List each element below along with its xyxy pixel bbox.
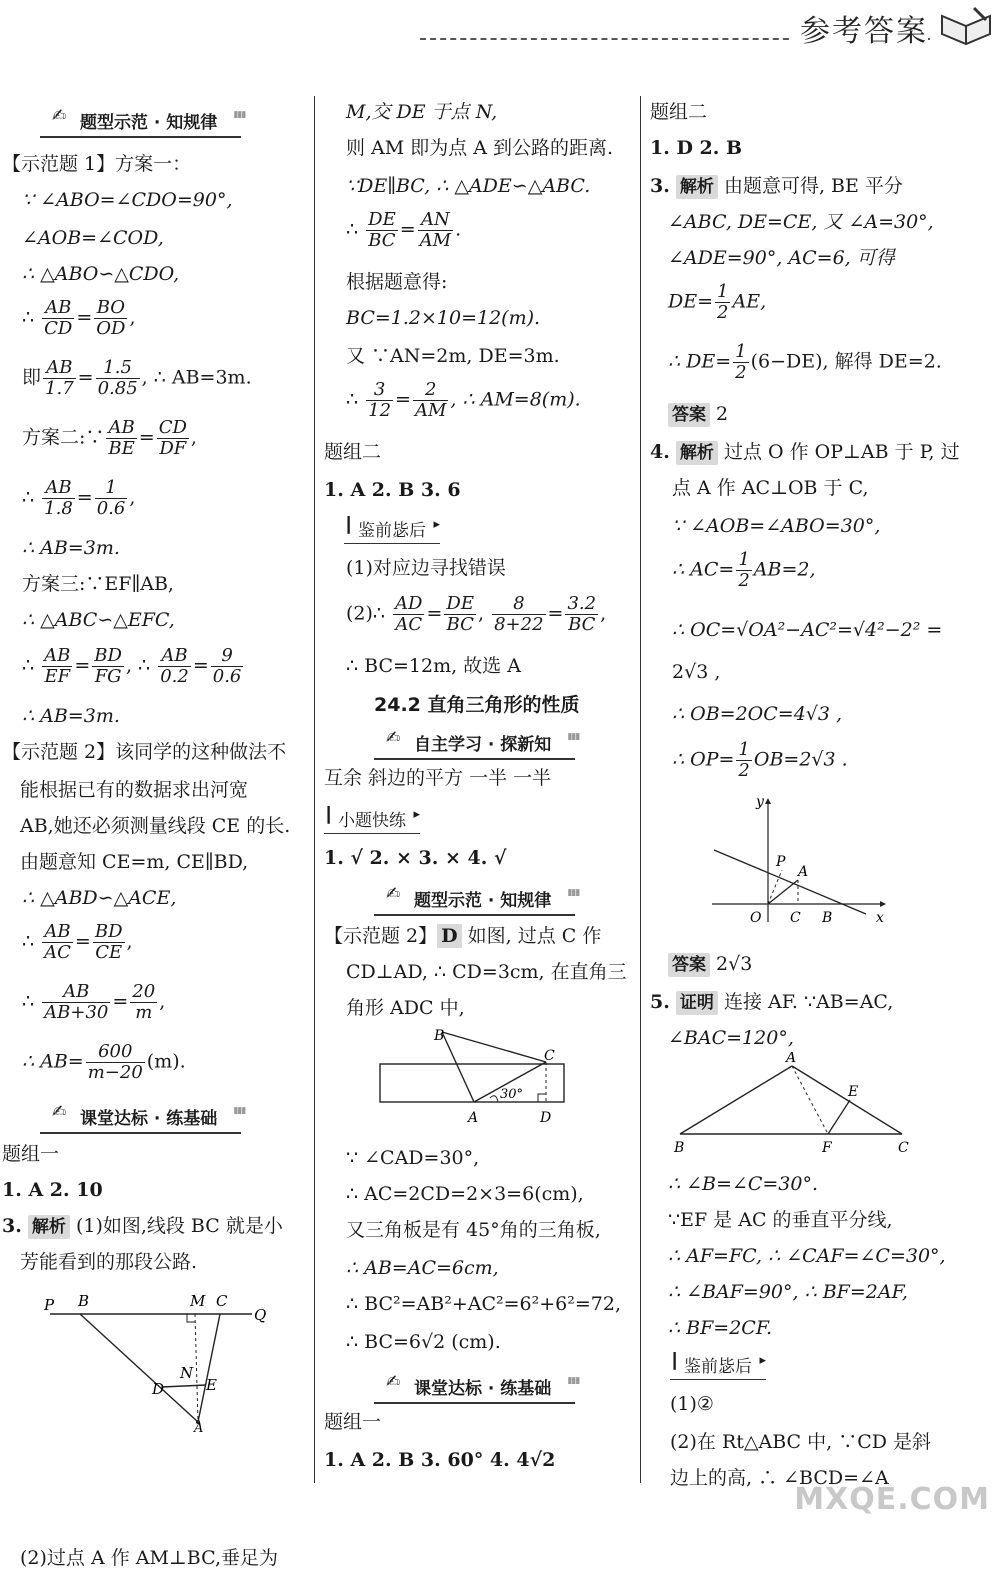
analysis-tag: 解析: [28, 1215, 70, 1239]
formula-line: ∴ $\frac{AB}{AB+30}$ = $\frac{20}{m}$ ,: [22, 981, 166, 1023]
fraction: $\frac{DE}{BC}$: [446, 593, 474, 635]
triangle-diagram: [670, 1052, 930, 1156]
text-line: 边上的高, ∴ ∠BCD=∠A: [670, 1467, 889, 1489]
formula-line: ∴ DE= $\frac{1}{2}$ (6−DE), 解得 DE=2.: [668, 341, 942, 383]
formula-line: ∴ $\frac{AB}{AC}$ = $\frac{BD}{CE}$ ,: [22, 921, 133, 963]
text-line: ∴ ∠BAF=90°, ∴ BF=2AF,: [668, 1281, 908, 1303]
text-line: ∴ △ABO∽△CDO,: [22, 263, 180, 285]
svg-text:A: A: [798, 864, 809, 880]
svg-text:B: B: [674, 1140, 685, 1156]
fraction: $\frac{AD}{AC}$: [395, 593, 423, 635]
text-line: (1)②: [670, 1393, 714, 1415]
fraction: $\frac{2}{AM}$: [414, 379, 447, 421]
text-line: ∴ AB=AC=6cm,: [346, 1257, 499, 1279]
svg-text:x: x: [876, 910, 884, 926]
fraction: $\frac{AB}{EF}$: [44, 645, 71, 687]
text-line: 又三角板是有 45°角的三角板,: [346, 1219, 601, 1241]
fraction: $\frac{1.5}{0.85}$: [97, 357, 138, 399]
text-line: ∴ AC=2CD=2×3=6(cm),: [346, 1183, 584, 1205]
text-line: ∵DE∥BC, ∴ △ADE∽△ABC.: [346, 175, 591, 197]
fraction: $\frac{AB}{1.8}$: [44, 477, 73, 519]
text-line: 方案三:∵EF∥AB,: [22, 573, 174, 595]
fraction: $\frac{1}{0.6}$: [96, 477, 126, 519]
proof-tag: 证明: [676, 991, 718, 1015]
fraction: $\frac{AB}{0.2}$: [160, 645, 189, 687]
page-header: [0, 0, 1000, 60]
text-line: (1)对应边寻找错误: [346, 557, 506, 579]
text-line: ∴ AF=FC, ∴ ∠CAF=∠C=30°,: [668, 1245, 946, 1267]
svg-text:A: A: [468, 1110, 479, 1126]
text-line: (2)在 Rt△ABC 中, ∵CD 是斜: [670, 1431, 932, 1453]
svg-text:P: P: [776, 854, 786, 870]
road-diagram: [40, 1292, 270, 1432]
column-divider: [640, 96, 641, 1483]
answer-line: 1. D 2. B: [650, 137, 743, 159]
fraction: $\frac{AB}{AC}$: [44, 921, 71, 963]
column-divider: [314, 96, 315, 1483]
text-line: 【示范题 2】该同学的这种做法不: [2, 741, 287, 763]
text-line: 【示范题 1】方案一：: [2, 153, 192, 175]
text-line: 题组一: [324, 1411, 382, 1433]
formula-line: DE= $\frac{1}{2}$ AE,: [668, 281, 767, 323]
text-line: ∠BAC=120°,: [668, 1027, 794, 1049]
answer-line: 1. A 2. B 3. 6: [324, 479, 461, 501]
text-line: CD⊥AD, ∴ CD=3cm, 在直角三: [346, 961, 627, 983]
answer-tag: 答案: [668, 403, 710, 427]
formula-line: ∴ $\frac{AB}{CD}$ = $\frac{BO}{OD}$ ,: [22, 297, 136, 339]
formula-line: ∴ $\frac{3}{12}$ = $\frac{2}{AM}$ , ∴ AM=8(m).: [346, 379, 581, 421]
header-title: 参考答案: [790, 6, 928, 50]
text-line: ∠AOB=∠COD,: [22, 227, 164, 249]
text-line: ∴ △ABC∽△EFC,: [22, 609, 175, 631]
answer-tag: 答案: [668, 953, 710, 977]
fraction: $\frac{600}{m-20}$: [87, 1041, 143, 1083]
text-line: ∴ AB=3m.: [22, 537, 120, 559]
analysis-tag: 解析: [676, 441, 718, 465]
text-line: 根据题意得:: [346, 271, 448, 293]
subsection-heading: ┃ 鉴前毖后 ▸: [670, 1352, 766, 1380]
answer-line: 1. √ 2. × 3. × 4. √: [324, 847, 507, 869]
fraction: $\frac{AN}{AM}$: [419, 209, 452, 251]
svg-text:C: C: [216, 1292, 228, 1310]
svg-text:P: P: [44, 1296, 55, 1314]
formula-line: ∴ AC= $\frac{1}{2}$ AB=2,: [672, 549, 816, 591]
coordinate-diagram: [708, 796, 888, 926]
svg-text:C: C: [790, 910, 801, 926]
fraction: $\frac{1}{2}$: [735, 341, 747, 383]
formula-line: ∴ $\frac{AB}{EF}$ = $\frac{BD}{FG}$ , ∴ $\frac{AB}{0.2}$ = $\frac{9}{0.6}$: [22, 645, 242, 687]
text-line: 点 A 作 AC⊥OB 于 C,: [672, 477, 869, 499]
text-line: AB,她还必须测量线段 CE 的长.: [20, 815, 291, 837]
text-line: ∴ OB=2OC=4√3 ,: [672, 703, 843, 725]
fraction: $\frac{9}{0.6}$: [212, 645, 242, 687]
text-line: ∴ BC=6√2 (cm).: [346, 1331, 501, 1353]
text-line: 能根据已有的数据求出河宽: [20, 779, 249, 801]
analysis-tag: 解析: [676, 175, 718, 199]
subsection-heading: ┃ 小题快练 ▸: [324, 806, 420, 834]
triangle-ruler-diagram: [372, 1026, 572, 1130]
fraction: $\frac{20}{m}$: [132, 981, 156, 1023]
svg-text:Q: Q: [254, 1306, 267, 1324]
svg-text:B: B: [822, 910, 833, 926]
fraction: $\frac{AB}{BE}$: [108, 417, 135, 459]
svg-text:O: O: [750, 910, 762, 926]
fraction: $\frac{8}{8+22}$: [494, 593, 544, 635]
formula-line: 方案二:∵ $\frac{AB}{BE}$ = $\frac{CD}{DF}$ ,: [22, 417, 197, 459]
svg-text:D: D: [152, 1380, 165, 1398]
text-line: ∴ OC=√OA²−AC²=√4²−2² =: [672, 619, 943, 641]
fraction: $\frac{AB}{CD}$: [44, 297, 73, 339]
text-line: 【示范题 2】 D 如图, 过点 C 作: [324, 925, 602, 947]
svg-text:B: B: [78, 1292, 90, 1310]
text-line: 题组二: [324, 441, 382, 463]
text-line: 芳能看到的那段公路.: [20, 1251, 198, 1273]
text-line: ∵ ∠AOB=∠ABO=30°,: [672, 515, 881, 537]
fraction: $\frac{CD}{DF}$: [158, 417, 187, 459]
text-line: ∴ BC=12m, 故选 A: [346, 655, 521, 677]
text-line: ∵ ∠ABO=∠CDO=90°,: [22, 189, 233, 211]
text-line: (2)过点 A 作 AM⊥BC,垂足为: [20, 1547, 279, 1569]
formula-line: (2)∴ $\frac{AD}{AC}$ = $\frac{DE}{BC}$ , $\frac{8}{8+22}$ = $\frac{3.2}{BC}$ ,: [346, 593, 607, 635]
text-line: 题组一: [2, 1143, 60, 1165]
svg-text:A: A: [194, 1421, 204, 1432]
svg-text:y: y: [756, 796, 764, 810]
formula-line: ∴ OP= $\frac{1}{2}$ OB=2√3 .: [672, 739, 848, 781]
text-line: 3. 解析 (1)如图,线段 BC 就是小: [2, 1215, 283, 1237]
section-heading: ✍ 课堂达标 · 练基础 ▮▮▮: [374, 1372, 575, 1404]
text-line: ∴ BC²=AB²+AC²=6²+6²=72,: [346, 1293, 621, 1315]
text-line: ∵EF 是 AC 的垂直平分线,: [668, 1209, 893, 1231]
svg-text:C: C: [898, 1140, 909, 1156]
text-line: ∠ADE=90°, AC=6, 可得: [668, 247, 895, 269]
section-heading: ✍ 课堂达标 · 练基础 ▮▮▮: [40, 1102, 241, 1134]
text-line: ∠ABC, DE=CE, 又 ∠A=30°,: [668, 211, 934, 233]
text-line: 4. 解析 过点 O 作 OP⊥AB 于 P, 过: [650, 441, 960, 463]
watermark: MXQE.COM: [794, 1482, 990, 1517]
fraction: $\frac{BO}{OD}$: [96, 297, 126, 339]
text-line: 2√3 ,: [672, 661, 721, 683]
section-heading: ✍ 题型示范 · 知规律 ▮▮▮: [40, 106, 241, 138]
svg-text:D: D: [540, 1110, 552, 1126]
svg-text:C: C: [544, 1048, 555, 1064]
subsection-heading: ┃ 鉴前毖后 ▸: [344, 516, 440, 544]
svg-text:B: B: [434, 1028, 445, 1044]
book-icon: [938, 4, 994, 48]
svg-text:F: F: [822, 1140, 832, 1156]
fraction: $\frac{DE}{BC}$: [368, 209, 396, 251]
formula-line: ∴ $\frac{AB}{1.8}$ = $\frac{1}{0.6}$ ,: [22, 477, 136, 519]
answer-line: 1. A 2. B 3. 60° 4. 4√2: [324, 1449, 556, 1471]
formula-line: ∴ AB= $\frac{600}{m-20}$ (m).: [22, 1041, 186, 1083]
fraction: $\frac{1}{2}$: [738, 739, 750, 781]
section-heading: ✍ 题型示范 · 知规律 ▮▮▮: [374, 884, 575, 916]
text-line: 5. 证明 连接 AF. ∵AB=AC,: [650, 991, 894, 1013]
formula-line: 即 $\frac{AB}{1.7}$ = $\frac{1.5}{0.85}$ , ∴ AB=3m.: [22, 357, 252, 399]
fraction: $\frac{AB}{1.7}$: [45, 357, 74, 399]
text-line: ∴ ∠B=∠C=30°.: [668, 1173, 819, 1195]
text-line: BC=1.2×10=12(m).: [346, 307, 541, 329]
svg-text:N: N: [180, 1364, 194, 1382]
text-line: M,交 DE 于点 N,: [346, 101, 498, 123]
svg-text:A: A: [786, 1052, 797, 1066]
text-line: 答案 2√3: [668, 952, 752, 977]
svg-text:M: M: [190, 1292, 206, 1310]
svg-text:E: E: [206, 1376, 217, 1394]
text-line: 3. 解析 由题意可得, BE 平分: [650, 175, 903, 197]
text-line: 题组二: [650, 101, 708, 123]
chapter-title: 24.2 直角三角形的性质: [374, 694, 580, 716]
text-line: 答案 2: [668, 402, 728, 427]
fraction: $\frac{3.2}{BC}$: [567, 593, 597, 635]
text-line: ∴ △ABD∽△ACE,: [22, 887, 177, 909]
fraction: $\frac{1}{2}$: [717, 281, 729, 323]
text-line: ∴ BF=2CF.: [668, 1317, 773, 1339]
answer-tag: D: [437, 924, 461, 948]
text-line: 互余 斜边的平方 一半 一半: [324, 767, 552, 789]
text-line: 角形 ADC 中,: [346, 997, 465, 1019]
fraction: $\frac{BD}{FG}$: [94, 645, 122, 687]
text-line: 又 ∵AN=2m, DE=3m.: [346, 345, 560, 367]
text-line: 由题意知 CE=m, CE∥BD,: [20, 851, 249, 873]
fraction: $\frac{BD}{CE}$: [94, 921, 123, 963]
fraction: $\frac{AB}{AB+30}$: [44, 981, 109, 1023]
answer-line: 1. A 2. 10: [2, 1179, 103, 1201]
text-line: ∴ AB=3m.: [22, 705, 120, 727]
svg-text:30°: 30°: [500, 1087, 524, 1102]
section-heading: ✍ 自主学习 · 探新知 ▮▮▮: [374, 728, 575, 760]
text-line: 则 AM 即为点 A 到公路的距离.: [346, 137, 614, 159]
formula-line: ∴ $\frac{DE}{BC}$ = $\frac{AN}{AM}$ .: [346, 209, 462, 251]
svg-text:E: E: [848, 1084, 859, 1100]
text-line: ∵ ∠CAD=30°,: [346, 1147, 480, 1169]
fraction: $\frac{1}{2}$: [738, 549, 750, 591]
fraction: $\frac{3}{12}$: [368, 379, 392, 421]
